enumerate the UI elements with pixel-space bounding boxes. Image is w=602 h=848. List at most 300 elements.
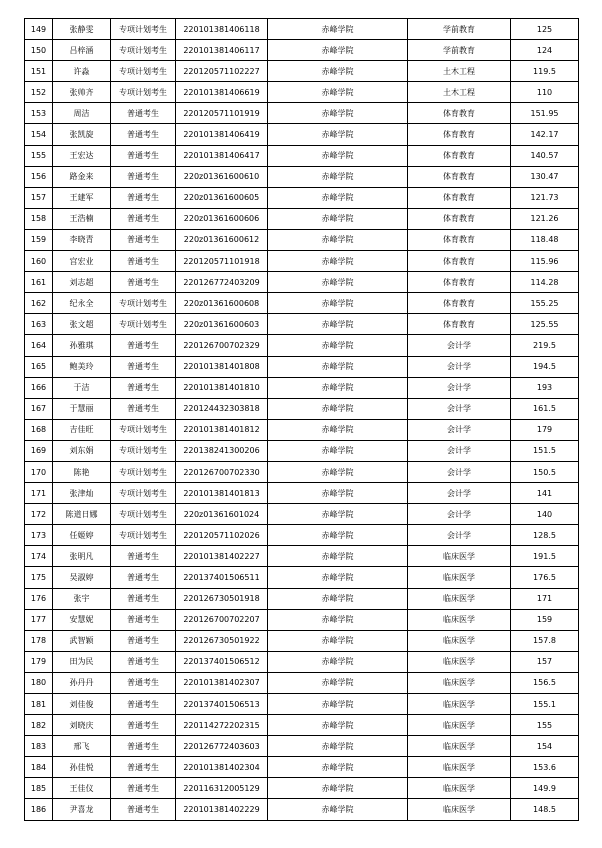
row-number-cell: 150: [25, 40, 53, 61]
candidate-type-cell: 专项计划考生: [111, 293, 176, 314]
candidate-type-cell: 普通考生: [111, 694, 176, 715]
major-cell: 临床医学: [408, 799, 511, 820]
row-number-cell: 168: [25, 419, 53, 440]
school-cell: 赤峰学院: [268, 630, 408, 651]
name-cell: 尹喜龙: [53, 799, 111, 820]
major-cell: 临床医学: [408, 630, 511, 651]
exam-id-cell: 220z01361600603: [176, 314, 268, 335]
school-cell: 赤峰学院: [268, 588, 408, 609]
major-cell: 临床医学: [408, 778, 511, 799]
candidate-type-cell: 专项计划考生: [111, 40, 176, 61]
exam-id-cell: 220124432303818: [176, 398, 268, 419]
school-cell: 赤峰学院: [268, 525, 408, 546]
school-cell: 赤峰学院: [268, 483, 408, 504]
score-cell: 114.28: [511, 272, 579, 293]
major-cell: 临床医学: [408, 588, 511, 609]
school-cell: 赤峰学院: [268, 82, 408, 103]
name-cell: 陈道日娜: [53, 504, 111, 525]
name-cell: 张文超: [53, 314, 111, 335]
exam-id-cell: 220137401506512: [176, 651, 268, 672]
major-cell: 体育教育: [408, 124, 511, 145]
score-cell: 119.5: [511, 61, 579, 82]
row-number-cell: 183: [25, 736, 53, 757]
school-cell: 赤峰学院: [268, 229, 408, 250]
school-cell: 赤峰学院: [268, 398, 408, 419]
row-number-cell: 185: [25, 778, 53, 799]
school-cell: 赤峰学院: [268, 208, 408, 229]
name-cell: 安慧妮: [53, 609, 111, 630]
name-cell: 于慧丽: [53, 398, 111, 419]
score-cell: 191.5: [511, 546, 579, 567]
table-row: [25, 609, 579, 630]
major-cell: 体育教育: [408, 314, 511, 335]
name-cell: 邢飞: [53, 736, 111, 757]
candidate-type-cell: 普通考生: [111, 187, 176, 208]
table-row: [25, 19, 579, 40]
exam-id-cell: 220101381406619: [176, 82, 268, 103]
major-cell: 学前教育: [408, 40, 511, 61]
name-cell: 王建军: [53, 187, 111, 208]
exam-id-cell: 220126700702330: [176, 461, 268, 482]
school-cell: 赤峰学院: [268, 504, 408, 525]
school-cell: 赤峰学院: [268, 61, 408, 82]
exam-id-cell: 220126730501922: [176, 630, 268, 651]
score-cell: 219.5: [511, 335, 579, 356]
exam-id-cell: 220z01361600605: [176, 187, 268, 208]
major-cell: 体育教育: [408, 103, 511, 124]
exam-id-cell: 220z01361600606: [176, 208, 268, 229]
table-row: [25, 651, 579, 672]
table-row: [25, 124, 579, 145]
exam-id-cell: 220101381401808: [176, 356, 268, 377]
table-row: [25, 377, 579, 398]
exam-id-cell: 220126772403209: [176, 272, 268, 293]
table-row: [25, 251, 579, 272]
score-cell: 154: [511, 736, 579, 757]
table-row: [25, 757, 579, 778]
candidate-type-cell: 普通考生: [111, 778, 176, 799]
major-cell: 临床医学: [408, 546, 511, 567]
row-number-cell: 171: [25, 483, 53, 504]
row-number-cell: 173: [25, 525, 53, 546]
exam-id-cell: 220101381401812: [176, 419, 268, 440]
candidate-type-cell: 普通考生: [111, 715, 176, 736]
major-cell: 临床医学: [408, 736, 511, 757]
table-row: [25, 672, 579, 693]
major-cell: 体育教育: [408, 208, 511, 229]
major-cell: 临床医学: [408, 567, 511, 588]
score-cell: 155.1: [511, 694, 579, 715]
candidate-type-cell: 普通考生: [111, 609, 176, 630]
row-number-cell: 159: [25, 229, 53, 250]
score-cell: 125.55: [511, 314, 579, 335]
exam-id-cell: 220126730501918: [176, 588, 268, 609]
score-cell: 157: [511, 651, 579, 672]
school-cell: 赤峰学院: [268, 377, 408, 398]
name-cell: 吕梓涵: [53, 40, 111, 61]
name-cell: 孙雅琪: [53, 335, 111, 356]
score-cell: 125: [511, 19, 579, 40]
score-cell: 156.5: [511, 672, 579, 693]
candidate-type-cell: 专项计划考生: [111, 440, 176, 461]
exam-id-cell: 220z01361600608: [176, 293, 268, 314]
candidate-type-cell: 普通考生: [111, 588, 176, 609]
school-cell: 赤峰学院: [268, 672, 408, 693]
major-cell: 体育教育: [408, 145, 511, 166]
score-cell: 194.5: [511, 356, 579, 377]
name-cell: 孙丹丹: [53, 672, 111, 693]
major-cell: 会计学: [408, 356, 511, 377]
major-cell: 临床医学: [408, 651, 511, 672]
exam-id-cell: 220101381402304: [176, 757, 268, 778]
major-cell: 会计学: [408, 440, 511, 461]
major-cell: 体育教育: [408, 251, 511, 272]
name-cell: 张津灿: [53, 483, 111, 504]
exam-id-cell: 220z01361601024: [176, 504, 268, 525]
row-number-cell: 178: [25, 630, 53, 651]
table-row: [25, 546, 579, 567]
table-row: [25, 272, 579, 293]
row-number-cell: 151: [25, 61, 53, 82]
table-row: [25, 229, 579, 250]
score-cell: 121.26: [511, 208, 579, 229]
score-cell: 150.5: [511, 461, 579, 482]
row-number-cell: 161: [25, 272, 53, 293]
row-number-cell: 165: [25, 356, 53, 377]
score-cell: 176.5: [511, 567, 579, 588]
school-cell: 赤峰学院: [268, 461, 408, 482]
candidate-type-cell: 普通考生: [111, 736, 176, 757]
name-cell: 任姬婷: [53, 525, 111, 546]
row-number-cell: 170: [25, 461, 53, 482]
row-number-cell: 177: [25, 609, 53, 630]
exam-id-cell: 220116312005129: [176, 778, 268, 799]
candidate-type-cell: 普通考生: [111, 272, 176, 293]
row-number-cell: 162: [25, 293, 53, 314]
table-row: [25, 483, 579, 504]
name-cell: 王佳仪: [53, 778, 111, 799]
row-number-cell: 155: [25, 145, 53, 166]
school-cell: 赤峰学院: [268, 124, 408, 145]
name-cell: 张宇: [53, 588, 111, 609]
table-row: [25, 145, 579, 166]
exam-id-cell: 220120571101918: [176, 251, 268, 272]
row-number-cell: 163: [25, 314, 53, 335]
table-row: [25, 588, 579, 609]
row-number-cell: 186: [25, 799, 53, 820]
major-cell: 临床医学: [408, 609, 511, 630]
major-cell: 会计学: [408, 335, 511, 356]
table-row: [25, 504, 579, 525]
table-row: [25, 567, 579, 588]
school-cell: 赤峰学院: [268, 335, 408, 356]
school-cell: 赤峰学院: [268, 103, 408, 124]
exam-id-cell: 220137401506511: [176, 567, 268, 588]
candidate-type-cell: 普通考生: [111, 103, 176, 124]
candidate-type-cell: 普通考生: [111, 630, 176, 651]
exam-id-cell: 220126772403603: [176, 736, 268, 757]
candidate-type-cell: 专项计划考生: [111, 314, 176, 335]
table-row: [25, 82, 579, 103]
major-cell: 会计学: [408, 377, 511, 398]
table-row: [25, 40, 579, 61]
score-cell: 179: [511, 419, 579, 440]
score-cell: 151.5: [511, 440, 579, 461]
score-cell: 130.47: [511, 166, 579, 187]
table-row: [25, 398, 579, 419]
candidate-type-cell: 普通考生: [111, 799, 176, 820]
school-cell: 赤峰学院: [268, 293, 408, 314]
row-number-cell: 153: [25, 103, 53, 124]
exam-id-cell: 220z01361600610: [176, 166, 268, 187]
table-row: [25, 419, 579, 440]
major-cell: 会计学: [408, 483, 511, 504]
exam-id-cell: 220101381401813: [176, 483, 268, 504]
table-row: [25, 61, 579, 82]
row-number-cell: 156: [25, 166, 53, 187]
school-cell: 赤峰学院: [268, 546, 408, 567]
name-cell: 鲍美玲: [53, 356, 111, 377]
table-row: [25, 356, 579, 377]
candidate-type-cell: 专项计划考生: [111, 19, 176, 40]
score-cell: 153.6: [511, 757, 579, 778]
major-cell: 体育教育: [408, 272, 511, 293]
candidate-type-cell: 普通考生: [111, 356, 176, 377]
name-cell: 吴淑婷: [53, 567, 111, 588]
table-row: [25, 461, 579, 482]
score-cell: 157.8: [511, 630, 579, 651]
row-number-cell: 179: [25, 651, 53, 672]
row-number-cell: 152: [25, 82, 53, 103]
table-row: [25, 630, 579, 651]
major-cell: 会计学: [408, 419, 511, 440]
row-number-cell: 176: [25, 588, 53, 609]
candidate-type-cell: 普通考生: [111, 124, 176, 145]
row-number-cell: 175: [25, 567, 53, 588]
school-cell: 赤峰学院: [268, 19, 408, 40]
name-cell: 张凯旋: [53, 124, 111, 145]
school-cell: 赤峰学院: [268, 567, 408, 588]
name-cell: 刘晓庆: [53, 715, 111, 736]
school-cell: 赤峰学院: [268, 272, 408, 293]
table-row: [25, 208, 579, 229]
exam-id-cell: 220120571102026: [176, 525, 268, 546]
school-cell: 赤峰学院: [268, 440, 408, 461]
score-cell: 159: [511, 609, 579, 630]
exam-id-cell: 220137401506513: [176, 694, 268, 715]
exam-id-cell: 220101381402227: [176, 546, 268, 567]
candidate-type-cell: 普通考生: [111, 251, 176, 272]
score-cell: 155: [511, 715, 579, 736]
exam-id-cell: 220120571101919: [176, 103, 268, 124]
major-cell: 临床医学: [408, 757, 511, 778]
major-cell: 体育教育: [408, 229, 511, 250]
score-cell: 148.5: [511, 799, 579, 820]
table-row: [25, 335, 579, 356]
candidate-type-cell: 普通考生: [111, 567, 176, 588]
score-cell: 141: [511, 483, 579, 504]
major-cell: 临床医学: [408, 694, 511, 715]
candidate-type-cell: 普通考生: [111, 166, 176, 187]
score-cell: 161.5: [511, 398, 579, 419]
school-cell: 赤峰学院: [268, 736, 408, 757]
name-cell: 张帅齐: [53, 82, 111, 103]
exam-id-cell: 220101381401810: [176, 377, 268, 398]
candidate-type-cell: 专项计划考生: [111, 419, 176, 440]
school-cell: 赤峰学院: [268, 314, 408, 335]
name-cell: 田为民: [53, 651, 111, 672]
score-cell: 155.25: [511, 293, 579, 314]
score-cell: 115.96: [511, 251, 579, 272]
score-cell: 121.73: [511, 187, 579, 208]
row-number-cell: 180: [25, 672, 53, 693]
name-cell: 纪永全: [53, 293, 111, 314]
score-cell: 149.9: [511, 778, 579, 799]
name-cell: 刘志超: [53, 272, 111, 293]
candidate-type-cell: 普通考生: [111, 145, 176, 166]
candidate-type-cell: 专项计划考生: [111, 504, 176, 525]
major-cell: 会计学: [408, 461, 511, 482]
name-cell: 刘东娟: [53, 440, 111, 461]
exam-id-cell: 220138241300206: [176, 440, 268, 461]
candidate-type-cell: 普通考生: [111, 335, 176, 356]
name-cell: 武智颖: [53, 630, 111, 651]
name-cell: 吉佳旺: [53, 419, 111, 440]
name-cell: 张静雯: [53, 19, 111, 40]
major-cell: 体育教育: [408, 187, 511, 208]
table-row: [25, 778, 579, 799]
major-cell: 土木工程: [408, 82, 511, 103]
name-cell: 孙佳悦: [53, 757, 111, 778]
school-cell: 赤峰学院: [268, 251, 408, 272]
row-number-cell: 164: [25, 335, 53, 356]
table-row: [25, 715, 579, 736]
table-row: [25, 440, 579, 461]
score-cell: 193: [511, 377, 579, 398]
row-number-cell: 169: [25, 440, 53, 461]
exam-id-cell: 220101381406417: [176, 145, 268, 166]
school-cell: 赤峰学院: [268, 799, 408, 820]
school-cell: 赤峰学院: [268, 694, 408, 715]
row-number-cell: 181: [25, 694, 53, 715]
name-cell: 王宏达: [53, 145, 111, 166]
row-number-cell: 182: [25, 715, 53, 736]
row-number-cell: 174: [25, 546, 53, 567]
row-number-cell: 167: [25, 398, 53, 419]
table-row: [25, 103, 579, 124]
major-cell: 临床医学: [408, 672, 511, 693]
candidate-type-cell: 普通考生: [111, 546, 176, 567]
major-cell: 会计学: [408, 525, 511, 546]
candidate-type-cell: 普通考生: [111, 377, 176, 398]
candidate-type-cell: 普通考生: [111, 229, 176, 250]
score-cell: 140: [511, 504, 579, 525]
score-cell: 128.5: [511, 525, 579, 546]
row-number-cell: 166: [25, 377, 53, 398]
exam-id-cell: 220126700702329: [176, 335, 268, 356]
name-cell: 宫宏业: [53, 251, 111, 272]
exam-id-cell: 220z01361600612: [176, 229, 268, 250]
candidate-type-cell: 专项计划考生: [111, 61, 176, 82]
roster-body: [25, 19, 579, 821]
exam-id-cell: 220126700702207: [176, 609, 268, 630]
score-cell: 151.95: [511, 103, 579, 124]
candidate-type-cell: 普通考生: [111, 398, 176, 419]
score-cell: 171: [511, 588, 579, 609]
major-cell: 会计学: [408, 398, 511, 419]
table-row: [25, 525, 579, 546]
school-cell: 赤峰学院: [268, 419, 408, 440]
exam-id-cell: 220120571102227: [176, 61, 268, 82]
candidate-type-cell: 专项计划考生: [111, 461, 176, 482]
school-cell: 赤峰学院: [268, 609, 408, 630]
exam-id-cell: 220114272202315: [176, 715, 268, 736]
score-cell: 110: [511, 82, 579, 103]
school-cell: 赤峰学院: [268, 40, 408, 61]
exam-id-cell: 220101381402229: [176, 799, 268, 820]
school-cell: 赤峰学院: [268, 715, 408, 736]
table-row: [25, 293, 579, 314]
major-cell: 体育教育: [408, 166, 511, 187]
school-cell: 赤峰学院: [268, 757, 408, 778]
major-cell: 土木工程: [408, 61, 511, 82]
score-cell: 118.48: [511, 229, 579, 250]
table-row: [25, 187, 579, 208]
candidate-type-cell: 专项计划考生: [111, 82, 176, 103]
major-cell: 体育教育: [408, 293, 511, 314]
table-row: [25, 166, 579, 187]
row-number-cell: 184: [25, 757, 53, 778]
name-cell: 周洁: [53, 103, 111, 124]
admission-roster-table: [24, 18, 579, 821]
major-cell: 学前教育: [408, 19, 511, 40]
major-cell: 会计学: [408, 504, 511, 525]
name-cell: 陈艳: [53, 461, 111, 482]
school-cell: 赤峰学院: [268, 145, 408, 166]
exam-id-cell: 220101381402307: [176, 672, 268, 693]
candidate-type-cell: 专项计划考生: [111, 483, 176, 504]
name-cell: 刘佳俊: [53, 694, 111, 715]
table-row: [25, 694, 579, 715]
score-cell: 142.17: [511, 124, 579, 145]
table-row: [25, 736, 579, 757]
table-row: [25, 799, 579, 820]
score-cell: 140.57: [511, 145, 579, 166]
row-number-cell: 160: [25, 251, 53, 272]
table-row: [25, 314, 579, 335]
name-cell: 路金来: [53, 166, 111, 187]
row-number-cell: 172: [25, 504, 53, 525]
row-number-cell: 154: [25, 124, 53, 145]
exam-id-cell: 220101381406419: [176, 124, 268, 145]
school-cell: 赤峰学院: [268, 166, 408, 187]
candidate-type-cell: 普通考生: [111, 208, 176, 229]
candidate-type-cell: 普通考生: [111, 651, 176, 672]
row-number-cell: 149: [25, 19, 53, 40]
exam-id-cell: 220101381406118: [176, 19, 268, 40]
major-cell: 临床医学: [408, 715, 511, 736]
row-number-cell: 158: [25, 208, 53, 229]
school-cell: 赤峰学院: [268, 778, 408, 799]
school-cell: 赤峰学院: [268, 356, 408, 377]
row-number-cell: 157: [25, 187, 53, 208]
name-cell: 张明凡: [53, 546, 111, 567]
name-cell: 于洁: [53, 377, 111, 398]
name-cell: 李晓青: [53, 229, 111, 250]
candidate-type-cell: 专项计划考生: [111, 525, 176, 546]
candidate-type-cell: 普通考生: [111, 672, 176, 693]
school-cell: 赤峰学院: [268, 187, 408, 208]
